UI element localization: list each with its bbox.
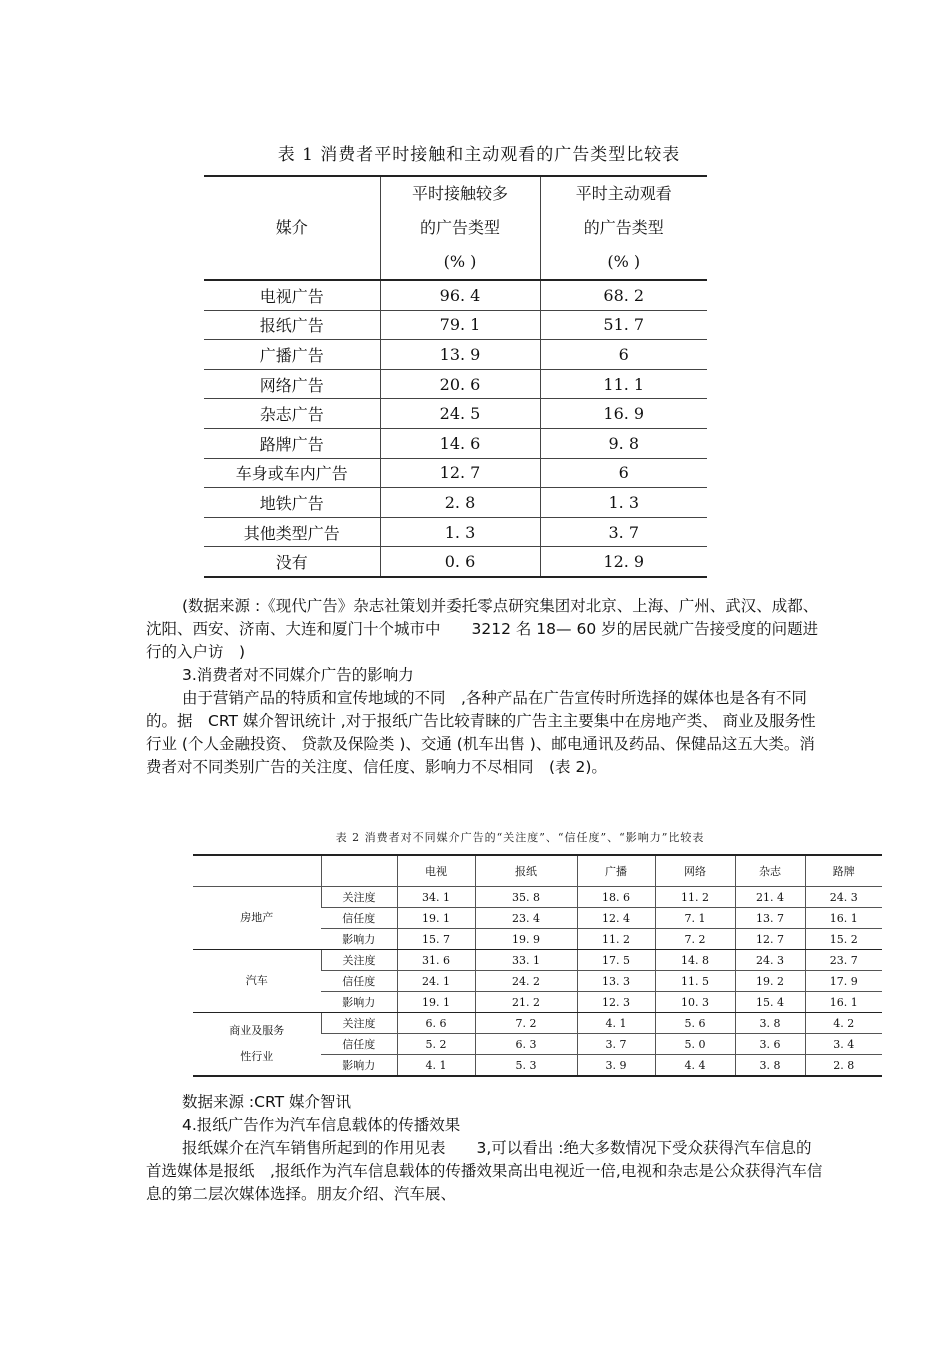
table2-value: 3. 9 <box>577 1055 655 1077</box>
table2-value: 17. 9 <box>805 971 882 992</box>
table2-value: 35. 8 <box>475 887 577 908</box>
table2-caption: 表 2 消费者对不同媒介广告的“关注度”、“信任度”、“影响力”比较表 <box>335 831 705 844</box>
table2-value: 19. 2 <box>735 971 805 992</box>
table2-metric: 影响力 <box>321 992 397 1013</box>
table1-row <box>204 280 707 310</box>
table1-cell-media: 网络广告 <box>204 369 380 399</box>
table2-value: 24. 3 <box>735 950 805 971</box>
table2-value: 6. 3 <box>475 1034 577 1055</box>
table1-cell-watch: 6 <box>540 340 707 370</box>
table2-metric: 信任度 <box>321 908 397 929</box>
table2-header-col: 电视 <box>397 855 475 887</box>
table2-value: 34. 1 <box>397 887 475 908</box>
table2-group-label-line: 汽车 <box>245 974 268 987</box>
table2-value: 15. 2 <box>805 929 882 950</box>
table2-metric: 信任度 <box>321 1034 397 1055</box>
table1-cell-media: 路牌广告 <box>204 428 380 458</box>
table2-body <box>193 887 882 1077</box>
table1-cell-contact: 79. 1 <box>380 310 540 340</box>
table1-row <box>204 547 707 577</box>
table1-cell-contact: 12. 7 <box>380 458 540 488</box>
table2-value: 16. 1 <box>805 992 882 1013</box>
table2-metric: 关注度 <box>321 1013 397 1034</box>
table1-cell-contact: 14. 6 <box>380 428 540 458</box>
table1-cell-watch: 3. 7 <box>540 517 707 547</box>
table1-cell-watch: 11. 1 <box>540 369 707 399</box>
table1-cell-watch: 16. 9 <box>540 399 707 429</box>
table2-value: 18. 6 <box>577 887 655 908</box>
table1-row <box>204 428 707 458</box>
table2-value: 4. 1 <box>397 1055 475 1077</box>
table1-cell-contact: 0. 6 <box>380 547 540 577</box>
table2-header-blank <box>321 855 397 887</box>
table2-value: 12. 3 <box>577 992 655 1013</box>
table2-value: 12. 7 <box>735 929 805 950</box>
table2-value: 3. 7 <box>577 1034 655 1055</box>
table2-value: 3. 8 <box>735 1055 805 1077</box>
table2-metric: 关注度 <box>321 887 397 908</box>
table1-cell-media: 地铁广告 <box>204 488 380 518</box>
table2-value: 6. 6 <box>397 1013 475 1034</box>
table2-value: 17. 5 <box>577 950 655 971</box>
table1-cell-watch: 12. 9 <box>540 547 707 577</box>
table2-value: 4. 2 <box>805 1013 882 1034</box>
table2-value: 16. 1 <box>805 908 882 929</box>
table1-row <box>204 369 707 399</box>
table2-value: 24. 2 <box>475 971 577 992</box>
table2-value: 11. 5 <box>655 971 735 992</box>
table1-row <box>204 399 707 429</box>
table2-value: 11. 2 <box>577 929 655 950</box>
table2-value: 31. 6 <box>397 950 475 971</box>
table1-header-watch-line: (% ) <box>607 252 641 271</box>
table2-group-label <box>193 1013 321 1077</box>
table1-header-contact-line: (% ) <box>443 252 477 271</box>
table2-value: 4. 1 <box>577 1013 655 1034</box>
section4-heading-text: 4.报纸广告作为汽车信息载体的传播效果 <box>182 1116 461 1134</box>
table2-value: 12. 4 <box>577 908 655 929</box>
table2-value: 13. 3 <box>577 971 655 992</box>
table1-cell-media: 其他类型广告 <box>204 517 380 547</box>
table2-value: 24. 1 <box>397 971 475 992</box>
table2-value: 21. 4 <box>735 887 805 908</box>
table2-value: 2. 8 <box>805 1055 882 1077</box>
table2-header-col: 报纸 <box>475 855 577 887</box>
table2-group-label-line: 房地产 <box>240 911 274 924</box>
table1-cell-contact: 2. 8 <box>380 488 540 518</box>
table1-row <box>204 310 707 340</box>
table1-row <box>204 458 707 488</box>
table2-value: 14. 8 <box>655 950 735 971</box>
table2-metric: 关注度 <box>321 950 397 971</box>
table2-value: 19. 1 <box>397 992 475 1013</box>
table2-header-col: 网络 <box>655 855 735 887</box>
table1-header-row <box>204 176 707 280</box>
table1-header-contact <box>380 176 540 280</box>
table1-cell-contact: 20. 6 <box>380 369 540 399</box>
table2-header-row <box>193 855 882 887</box>
table1-cell-media: 杂志广告 <box>204 399 380 429</box>
table2-value: 5. 3 <box>475 1055 577 1077</box>
table1-header-contact-line: 的广告类型 <box>419 218 500 237</box>
table2-value: 23. 7 <box>805 950 882 971</box>
table1-row <box>204 488 707 518</box>
table2-row <box>193 1013 882 1034</box>
section3-heading-text: 3.消费者对不同媒介广告的影响力 <box>182 666 414 684</box>
table1-header-contact-line: 平时接触较多 <box>411 184 508 203</box>
table2-row <box>193 950 882 971</box>
table2-value: 4. 4 <box>655 1055 735 1077</box>
table1-header-watch-line: 的广告类型 <box>583 218 664 237</box>
table1-cell-media: 没有 <box>204 547 380 577</box>
table2-metric: 信任度 <box>321 971 397 992</box>
table2-value: 15. 4 <box>735 992 805 1013</box>
table1-cell-watch: 51. 7 <box>540 310 707 340</box>
table2-value: 33. 1 <box>475 950 577 971</box>
table2-header-blank <box>193 855 321 887</box>
table2-value: 13. 7 <box>735 908 805 929</box>
table1-cell-watch: 9. 8 <box>540 428 707 458</box>
table1-cell-contact: 96. 4 <box>380 280 540 310</box>
table1-cell-watch: 68. 2 <box>540 280 707 310</box>
table2-group-label <box>193 887 321 950</box>
table1-header-media: 媒介 <box>204 176 380 280</box>
table2-header-col: 路牌 <box>805 855 882 887</box>
source-note-1-text: (数据来源 :《现代广告》杂志社策划并委托零点研究集团对北京、上海、广州、武汉、成都、沈阳、西安、济南、大连和厦门十个城市中 3212 名 18— 60 岁的居民就广告接受度的问题进行的入户访 ) <box>146 597 819 661</box>
table2-value: 7. 2 <box>655 929 735 950</box>
table1-cell-contact: 13. 9 <box>380 340 540 370</box>
table1-header-watch <box>540 176 707 280</box>
table2-value: 3. 6 <box>735 1034 805 1055</box>
source-note-1 <box>146 595 826 664</box>
table2-media-comparison <box>193 854 882 1077</box>
table2-header-col: 杂志 <box>735 855 805 887</box>
section3-body: 由于营销产品的特质和宣传地域的不同 ,各种产品在广告宣传时所选择的媒体也是各有不同的。据 CRT 媒介智讯统计 ,对于报纸广告比较青睐的广告主主要集中在房地产类、 商业及服务性行业 (个人金融投资、 贷款及保险类 )、交通 (机车出售 )、邮电通讯及药品、保健品这五大类。消费者对不同类别广告的关注度、信任度、影响力不尽相同 (表 2)。 <box>146 689 816 776</box>
table2-value: 7. 2 <box>475 1013 577 1034</box>
table2-value: 5. 0 <box>655 1034 735 1055</box>
table2-value: 24. 3 <box>805 887 882 908</box>
table2-header-col: 广播 <box>577 855 655 887</box>
table1-cell-contact: 24. 5 <box>380 399 540 429</box>
table1-body <box>204 280 707 577</box>
table1-row <box>204 517 707 547</box>
table2-value: 7. 1 <box>655 908 735 929</box>
table1-cell-media: 报纸广告 <box>204 310 380 340</box>
table2-group-label <box>193 950 321 1013</box>
table2-group-label-line: 性行业 <box>240 1050 274 1063</box>
source-note-2-text: 数据来源 :CRT 媒介智讯 <box>182 1093 352 1111</box>
section4-heading <box>146 1114 826 1137</box>
table2-value: 10. 3 <box>655 992 735 1013</box>
section3-heading <box>146 664 826 687</box>
table2-value: 3. 8 <box>735 1013 805 1034</box>
table1-cell-watch: 6 <box>540 458 707 488</box>
table1-cell-media: 广播广告 <box>204 340 380 370</box>
table2-group-label-line: 商业及服务 <box>229 1024 285 1037</box>
table2-value: 23. 4 <box>475 908 577 929</box>
table1-ad-types <box>204 175 707 578</box>
table1-header-watch-line: 平时主动观看 <box>575 184 672 203</box>
table2-value: 19. 9 <box>475 929 577 950</box>
table2-value: 19. 1 <box>397 908 475 929</box>
table2-metric: 影响力 <box>321 1055 397 1077</box>
table2-value: 5. 2 <box>397 1034 475 1055</box>
table2-row <box>193 887 882 908</box>
table1-caption: 表 1 消费者平时接触和主动观看的广告类型比较表 <box>277 145 681 165</box>
table1-cell-media: 车身或车内广告 <box>204 458 380 488</box>
table1-cell-media: 电视广告 <box>204 280 380 310</box>
table2-value: 21. 2 <box>475 992 577 1013</box>
table2-value: 15. 7 <box>397 929 475 950</box>
table1-row <box>204 340 707 370</box>
section4-body: 报纸媒介在汽车销售所起到的作用见表 3,可以看出 :绝大多数情况下受众获得汽车信息的首选媒体是报纸 ,报纸作为汽车信息载体的传播效果高出电视近一倍,电视和杂志是公众获得汽车信息的第二层次媒体选择。朋友介绍、汽车展、 <box>146 1139 823 1203</box>
table1-cell-watch: 1. 3 <box>540 488 707 518</box>
table2-value: 3. 4 <box>805 1034 882 1055</box>
table1-cell-contact: 1. 3 <box>380 517 540 547</box>
source-note-2 <box>146 1091 826 1114</box>
table2-metric: 影响力 <box>321 929 397 950</box>
table2-value: 5. 6 <box>655 1013 735 1034</box>
table2-value: 11. 2 <box>655 887 735 908</box>
